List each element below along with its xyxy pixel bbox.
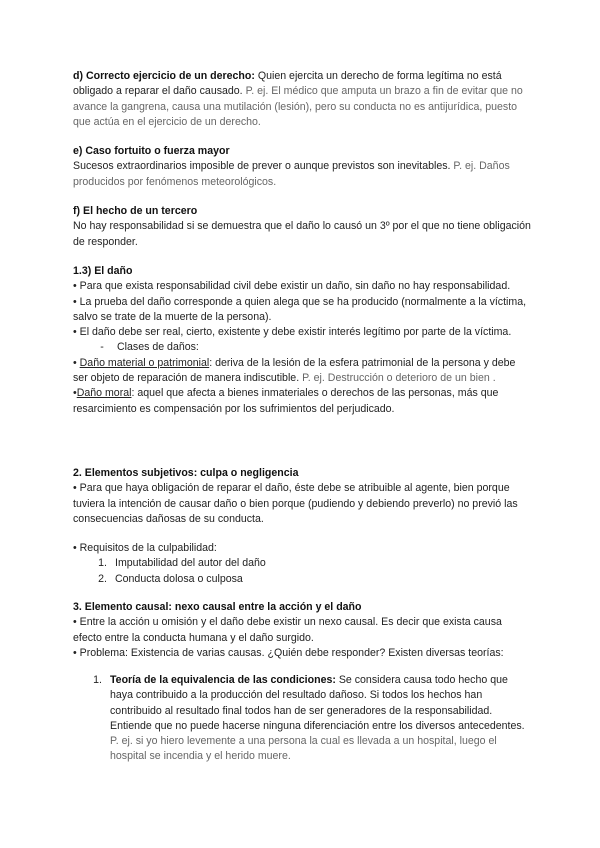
section-dano [73,264,533,417]
dash-marker: - [100,341,104,354]
teoria-text: Se considera causa todo hecho que haya contribuido a la producción del resultado dañoso. Si todos los hechos han contribuido al resultado final todos han de ser generadores de la responsabilidad. Entiende que no puede hacerse ninguna diferenciación entre los diversos antecedentes. [110,674,525,732]
teoria-number: 1. [93,674,102,686]
section-f [73,204,533,250]
requisito-number: 2. [98,572,107,585]
requisito-text: Conducta dolosa o culposa [115,572,243,585]
dano-moral-item [73,386,533,417]
causal-text-2: • Problema: Existencia de varias causas. ¿Quién debe responder? Existen diversas teorías: [73,646,504,659]
requisito-text: Imputabilidad del autor del daño [115,557,266,570]
dano-moral-label: Daño moral [76,387,132,400]
causal-text-1: • Entre la acción u omisión y el daño debe existir un nexo causal. Es decir que exista causa efecto entre la conducta humana y el daño surgido. [73,616,502,644]
requisito-item-1 [73,556,533,571]
dano-moral-text: : aquel que afecta a bienes inmateriales o derechos de las personas, más que resarcimiento es compensación por los sufrimientos del perjudicado. [73,387,499,415]
clases-de-danos-item [73,340,533,355]
section-d [73,69,533,130]
clases-de-danos-label: Clases de daños: [117,341,199,354]
dano-material-bullet: • [73,356,80,369]
culpa-text: • Para que haya obligación de reparar el daño, éste debe se atribuible al agente, bien porque tuviera la intención de causar daño o bien porque (pudiendo y debiendo preverlo) no previó las consecuencias dañosas de su conducta. [73,482,518,525]
section-causal [73,600,533,661]
section-f-text: No hay responsabilidad si se demuestra que el daño lo causó un 3º por el que no tiene obligación de responder. [73,220,531,248]
requisitos-heading: • Requisitos de la culpabilidad: [73,542,217,554]
section-culpa-heading: 2. Elementos subjetivos: culpa o negligencia [73,467,299,479]
section-e-example: P. ej. Daños producidos por fenómenos meteorológicos. [73,160,510,188]
dano-moral-bullet: • [73,387,77,400]
requisitos-list [73,541,533,587]
teoria-paragraph [110,673,528,734]
teoria-body [110,673,528,765]
requisito-number: 1. [98,557,107,570]
section-dano-heading: 1.3) El daño [73,265,133,277]
section-f-heading: f) El hecho de un tercero [73,205,198,217]
section-culpa [73,466,533,527]
dano-material-item [73,356,533,387]
section-causal-heading: 3. Elemento causal: nexo causal entre la acción y el daño [73,601,362,613]
dano-material-example: P. ej. Destrucción o deterioro de un bien . [299,372,496,385]
requisito-item-2 [73,572,533,587]
section-e [73,144,533,190]
section-d-heading: d) Correcto ejercicio de un derecho: [73,70,255,82]
teoria-heading: Teoría de la equivalencia de las condiciones: [110,674,336,686]
dano-bullet-3: • El daño debe ser real, cierto, existente y debe existir interés legítimo por parte de la víctima. [73,326,512,339]
section-d-text: Quien ejercita un derecho de forma legítima no está obligado a reparar el daño causado. [73,70,502,98]
teoria-example: P. ej. si yo hiero levemente a una persona la cual es llevada a un hospital, luego el hospital se incendia y el herido muere. [110,735,497,763]
section-d-example: P. ej. El médico que amputa un brazo a fin de evitar que no avance la gangrena, causa una mutilación (lesión), pero su conducta no es antijurídica, puesto que actúa en el ejercicio de un derecho. [73,85,523,128]
section-e-text: Sucesos extraordinarios imposible de prever o aunque previstos son inevitables. [73,160,451,173]
dano-material-text: : deriva de la lesión de la esfera patrimonial de la persona y debe ser objeto de reparación de manera indiscutible. [73,356,516,385]
section-e-paragraph [73,159,533,190]
dano-bullet-2: • La prueba del daño corresponde a quien alega que se ha producido (normalmente a la víctima, salvo se trate de la muerte de la persona). [73,295,527,323]
dano-material-label: Daño material o patrimonial [79,356,210,369]
dano-bullet-1: • Para que exista responsabilidad civil debe existir un daño, sin daño no hay responsabilidad. [73,280,511,293]
teoria-item [88,673,528,765]
section-d-paragraph [73,69,533,130]
section-e-heading: e) Caso fortuito o fuerza mayor [73,145,230,157]
